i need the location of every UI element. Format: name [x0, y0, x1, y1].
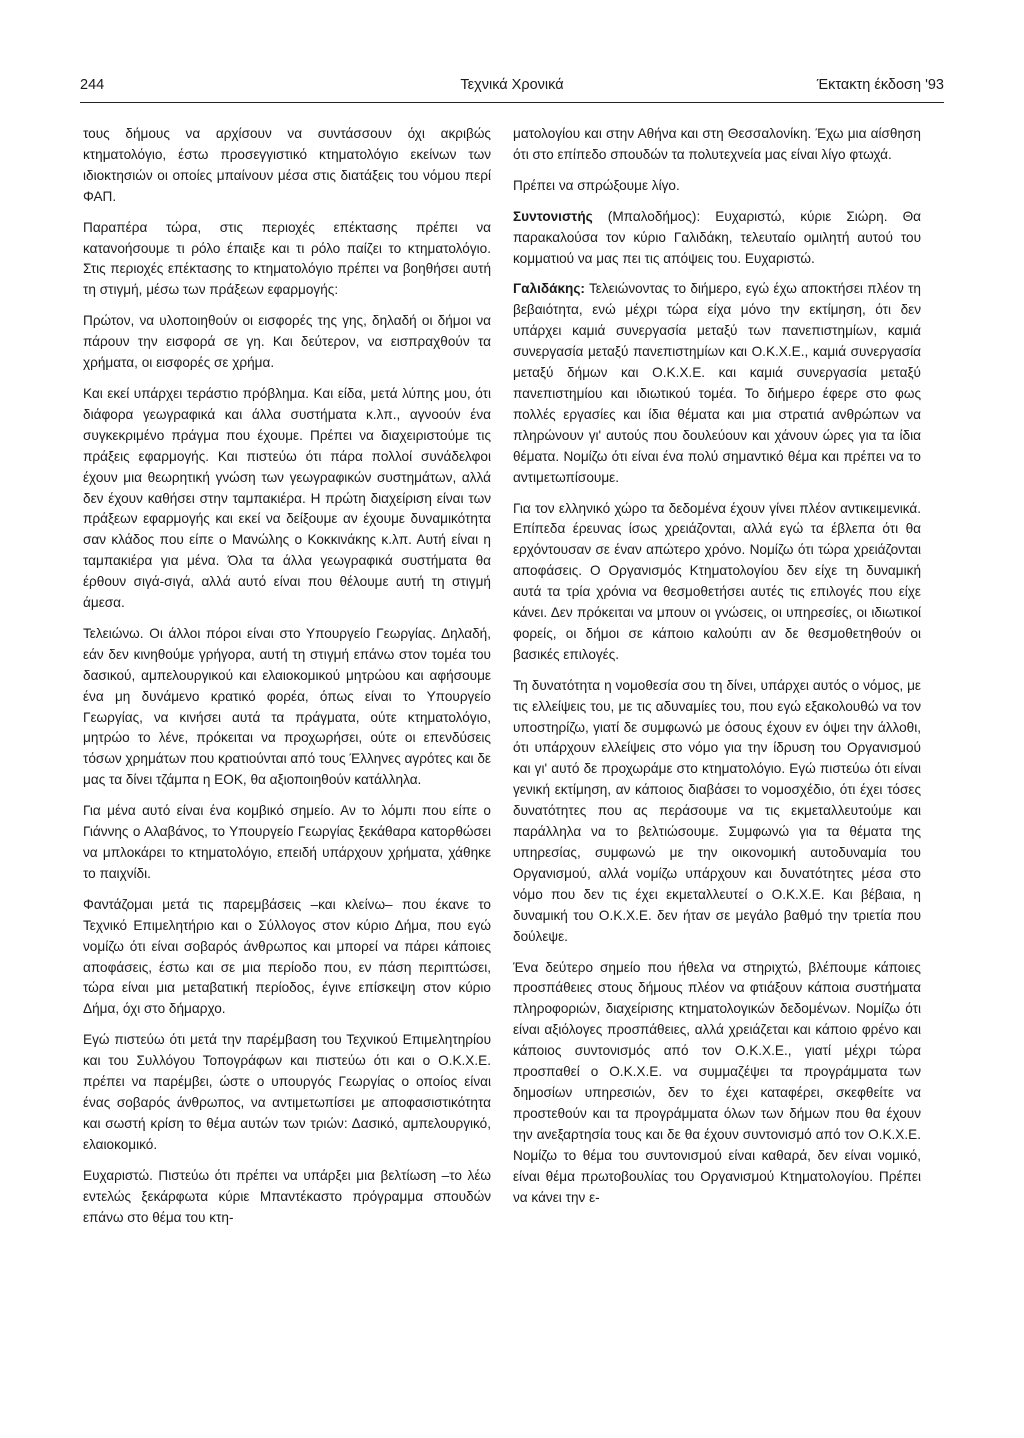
- paragraph: [83, 624, 491, 791]
- paragraph: [83, 124, 491, 208]
- paragraph-text: Παραπέρα τώρα, στις περιοχές επέκτασης πρέπει να κατανοήσουμε τι ρόλο έπαιξε και τι ρόλο παίζει το κτηματολόγιο. Στις περιοχές επέκτασης το κτηματολόγιο πρέπει να βοηθήσει αυτή τη στιγμή, μέσω των πράξεων εφαρμογής:: [83, 219, 491, 298]
- paragraph: [83, 1166, 491, 1229]
- paragraph: [513, 676, 921, 948]
- header-rule: [80, 102, 944, 103]
- paragraph: [83, 384, 491, 614]
- paragraph-text: Τη δυνατότητα η νομοθεσία σου τη δίνει, υπάρχει αυτός ο νόμος, με τις ελλείψεις του, με τις αδυναμίες του, που εγώ εξακολουθώ να τον υποστηρίζω, γιατί δε συμφωνώ με όσους έχουν εν όψει την άλλοθι, ότι υπάρχουν ελλείψεις στο νόμο για την ίδρυση του Οργανισμού και γι' αυτό δε προχωράμε στο κτηματολόγιο. Εγώ πιστεύω ότι είναι γενική εκτίμηση, αν κάποιος διαβάσει το νομοσχέδιο, ότι έχει τόσες δυνατότητες που ας περάσουμε να τις εκμεταλλευτούμε και παράλληλα να το βελτιώσουμε. Συμφωνώ για τα θέματα της υπηρεσίας, συμφωνώ με την οικονομική αυτοδυναμία του Οργανισμού, αλλά νομίζω υπάρχουν και δυνατότητες μέσα στο νόμο που δεν τις έχει εκμεταλλευτεί ο Ο.Κ.Χ.Ε. Και βέβαια, η δυναμική του Ο.Κ.Χ.Ε. δεν ήταν σε μεγάλο βαθμό την τριετία που δούλεψε.: [513, 677, 921, 944]
- paragraph-text: Ευχαριστώ. Πιστεύω ότι πρέπει να υπάρξει μια βελτίωση –το λέω εντελώς ξεκάρφωτα κύριε Μπαντέκαστο πρόγραμμα σπουδών επάνω στο θέμα του κτη-: [83, 1167, 491, 1225]
- paragraph-text: Φαντάζομαι μετά τις παρεμβάσεις –και κλείνω– που έκανε το Τεχνικό Επιμελητήριο και ο Σύλλογος στον κύριο Δήμα, που εγώ νομίζω ότι είναι σοβαρός άνθρωπος και μπορεί να πάρει κάποιες αποφάσεις, έστω και σε μια περίοδο που, εν πάση περιπτώσει, τώρα είναι μια μεταβατική περίοδος, έγινε επίσκεψη στον κύριο Δήμα, όχι στο δήμαρχο.: [83, 896, 491, 1017]
- paragraph: [83, 311, 491, 374]
- page-header: [80, 77, 944, 99]
- right-column: [513, 124, 921, 1218]
- paragraph: [513, 279, 921, 488]
- paragraph: [513, 124, 921, 166]
- paragraph-text: Για τον ελληνικό χώρο τα δεδομένα έχουν γίνει πλέον αντικειμενικά. Επίπεδα έρευνας ίσως χρειάζονται, αλλά εγώ τα έβλεπα ότι θα ερχόντουσαν σε έναν απώτερο χρόνο. Νομίζω ότι τώρα χρειάζονται αποφάσεις. Ο Οργανισμός Κτηματολογίου δεν είχε τη δυναμική αυτά τα τρία χρόνια να θεσμοθετήσει αυτές τις επιλογές που είχε κάνει. Δεν πρόκειται να μπουν οι γνώσεις, οι υπηρεσίες, οι ιδιωτικοί φορείς, οι δήμοι σε κάποιο καλούπι αν δε θεσμοθετηθούν οι βασικές επιλογές.: [513, 500, 921, 662]
- paragraph-text: Εγώ πιστεύω ότι μετά την παρέμβαση του Τεχνικού Επιμελητηρίου και του Συλλόγου Τοπογράφων και πιστεύω ότι και ο Ο.Κ.Χ.Ε. πρέπει να παρέμβει, ώστε ο υπουργός Γεωργίας ο οποίος είναι ένας σοβαρός άνθρωπος, να αντιμετωπίσει με αποφασιστικότητα και σωστή κρίση το θέμα αυτών των τριών: Δασικό, αμπελουργικό, ελαιοκομικό.: [83, 1032, 491, 1152]
- paragraph-text: Τελειώνω. Οι άλλοι πόροι είναι στο Υπουργείο Γεωργίας. Δηλαδή, εάν δεν κινηθούμε γρήγορα, αυτή τη στιγμή επάνω στον τομέα του δασικού, αμπελουργικού και ελαιοκομικού μητρώου και αφήσουμε ένα μη δυνάμενο κρατικό φορέα, όπως είναι το Υπουργείο Γεωργίας, να κινήσει αυτά τα πράγματα, ούτε κτηματολόγιο, μητρώο το λένε, πρόκειται να προχωρήσει, ούτε οι επενδύσεις τόσων χρημάτων που κρατιούνται από τους Έλληνες αγρότες και δε μας τα δίνει τζάμπα η ΕΟΚ, θα αξιοποιηθούν κατάλληλα.: [83, 625, 491, 788]
- left-column: [83, 124, 491, 1238]
- paragraph: [513, 958, 921, 1209]
- paragraph: [83, 801, 491, 885]
- paragraph: [83, 1030, 491, 1155]
- paragraph: [513, 176, 921, 197]
- paragraph-text: Πρώτον, να υλοποιηθούν οι εισφορές της γης, δηλαδή οι δήμοι να πάρουν την εισφορά σε γη. Και δεύτερον, να εισπραχθούν τα χρήματα, οι εισφορές σε χρήμα.: [83, 313, 491, 371]
- paragraph-text: Για μένα αυτό είναι ένα κομβικό σημείο. Αν το λόμπι που είπε ο Γιάννης ο Αλαβάνος, το Υπουργείο Γεωργίας ξεκάθαρα κατορθώσει να μπλοκάρει το κτηματολόγιο, επειδή υπάρχουν χρήματα, χάθηκε το παιχνίδι.: [83, 803, 491, 881]
- page-number: 244: [80, 77, 105, 93]
- speaker-name: Συντονιστής: [513, 208, 593, 224]
- paragraph-text: ματολογίου και στην Αθήνα και στη Θεσσαλονίκη. Έχω μια αίσθηση ότι στο επίπεδο σπουδών τα πολυτεχνεία μας είναι λίγο φτωχά.: [513, 126, 921, 162]
- paragraph: [83, 895, 491, 1020]
- journal-title: Τεχνικά Χρονικά: [460, 77, 564, 93]
- paragraph-text: τους δήμους να αρχίσουν να συντάσσουν όχι ακριβώς κτηματολόγιο, έστω προσεγγιστικό κτηματολόγιο εκείνων των ιδιοκτησιών οι οποίες μπαίνουν μέσα στις διατάξεις του νόμου περί ΦΑΠ.: [83, 126, 491, 204]
- paragraph-text: Τελειώνοντας το διήμερο, εγώ έχω αποκτήσει πλέον τη βεβαιότητα, ενώ μέχρι τώρα είχα μόνο την εκτίμηση, ότι δεν υπάρχει καμιά συνεργασία μεταξύ των πανεπιστημίων, καμιά συνεργασία μεταξύ πανεπιστημίων και Ο.Κ.Χ.Ε., καμιά συνεργασία μεταξύ δήμων και Ο.Κ.Χ.Ε. και καμιά συνεργασία μεταξύ πανεπιστημίου και ιδιωτικού τομέα. Το διήμερο έφερε στο φως πολλές εργασίες και ίδια θέματα και μια στρατιά ανθρώπων να πληρώνουν γι' αυτούς που δουλεύουν και χάνουν ώρες για τα ίδια θέματα. Νομίζω ότι είναι ένα πολύ σημαντικό θέμα και πρέπει να το αντιμετωπίσουμε.: [513, 281, 921, 485]
- paragraph-text: (Μπαλοδήμος): Ευχαριστώ, κύριε Σιώρη. Θα παρακαλούσα τον κύριο Γαλιδάκη, τελευταίο ομιλητή αυτού του κομματιού να μας πει τις απόψεις του. Ευχαριστώ.: [513, 208, 921, 266]
- paragraph: [513, 207, 921, 270]
- paragraph: [83, 218, 491, 302]
- speaker-name: Γαλιδάκης:: [513, 281, 585, 297]
- paragraph-text: Και εκεί υπάρχει τεράστιο πρόβλημα. Και είδα, μετά λύπης μου, ότι διάφορα γεωγραφικά και άλλα συστήματα κ.λπ., αγνοούν ένα συγκεκριμένο πράγμα που έχουμε. Πρέπει να διαχειριστούμε τις πράξεις εφαρμογής. Και πιστεύω ότι πάρα πολλοί συνάδελφοι έχουν μια θεωρητική γνώση των γεωγραφικών συστημάτων, αλλά δεν έχουν καθήσει στην ταμπακιέρα. Η πρώτη διαχείριση είναι των πράξεων εφαρμογής και εκεί να δείξουμε αν έχουμε δυναμικότητα σαν κλάδος που είπε ο Μανώλης ο Κοκκινάκης κ.λπ. Αυτή είναι η ταμπακιέρα για μένα. Όλα τα άλλα γεωγραφικά συστήματα θα έρθουν σιγά-σιγά, αλλά αυτό είναι που θέλουμε αυτή τη στιγμή άμεσα.: [83, 385, 491, 611]
- edition-label: Έκτακτη έκδοση '93: [816, 77, 944, 93]
- paragraph-text: Ένα δεύτερο σημείο που ήθελα να στηριχτώ, βλέπουμε κάποιες προσπάθειες στους δήμους πλέον να φτιάξουν κάποια συστήματα πληροφοριών, διαχείρισης κτηματολογικών δεδομένων. Νομίζω ότι είναι αξιόλογες προσπάθειες, αλλά χρειάζεται και κάποιο φρένο και κάποιος συντονισμός από τον Ο.Κ.Χ.Ε., γιατί μέχρι τώρα προσπαθεί ο Ο.Κ.Χ.Ε. να συμμαζέψει τα προγράμματα των δημοσίων υπηρεσιών, δεν το έχει καταφέρει, σκεφθείτε να προστεθούν και τα προγράμματα όλων των δήμων που θα έχουν την ανεξαρτησία τους και δε θα έχουν συντονισμό από τον Ο.Κ.Χ.Ε. Νομίζω το θέμα του συντονισμού είναι καθαρά, δεν είναι νομικό, είναι θέμα πρωτοβουλίας του Οργανισμού Κτηματολογίου. Πρέπει να κάνει την ε-: [513, 959, 921, 1205]
- paragraph: [513, 499, 921, 666]
- paragraph-text: Πρέπει να σπρώξουμε λίγο.: [513, 177, 680, 193]
